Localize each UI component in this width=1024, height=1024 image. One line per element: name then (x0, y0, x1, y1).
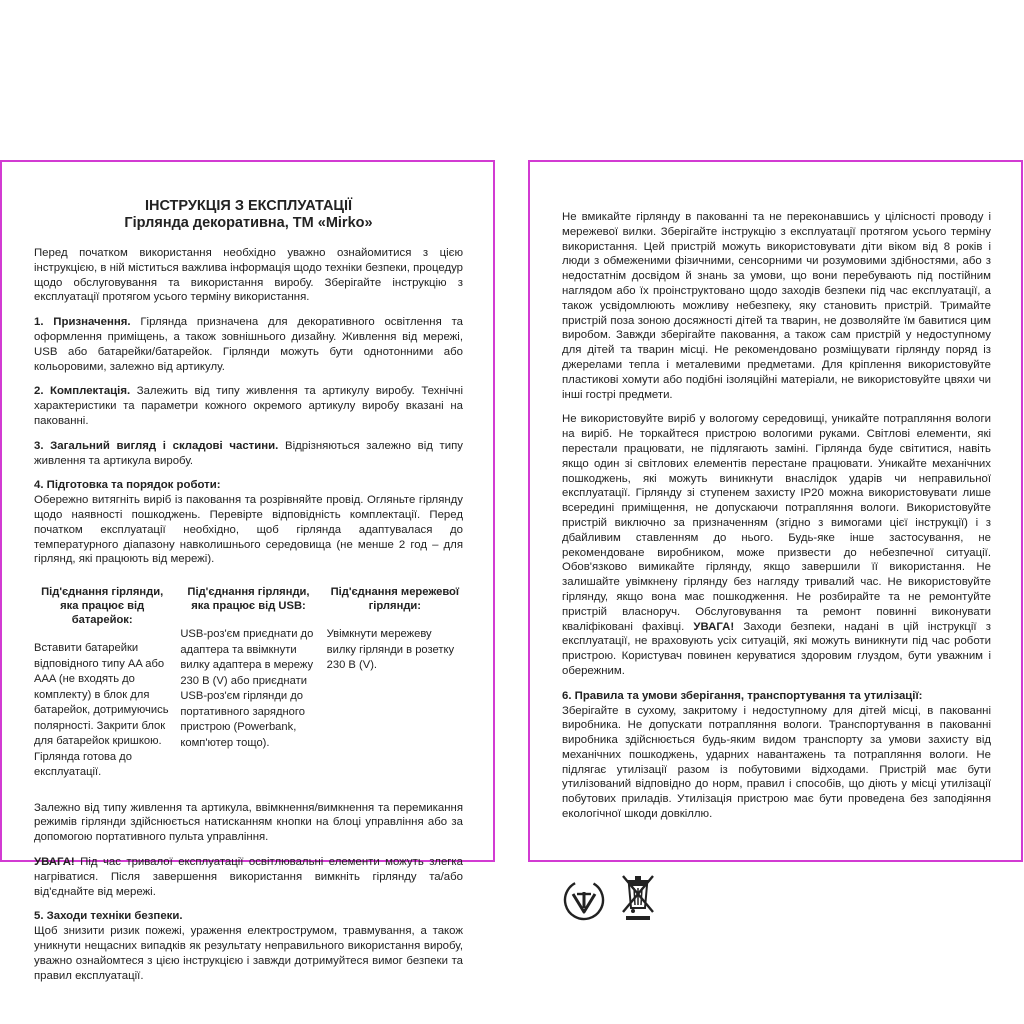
right-paragraph-2-text: Не використовуйте виріб у вологому середовищі, уникайте потрапляння вологи на виріб. Не торкайтеся пристрою вологими руками. Світлові елементи, які перестали працювати, не підлягають заміні. Гірлянда буде світитися, навіть якщо один зі світлових елементів перестане працювати. Уникайте механічних пошкоджень, які можуть виникнути внаслідок ударів чи неправильної експлуатації. Гірлянду зі ступенем захисту IP20 можна використовувати лише всередині приміщення, не допускаючи потрапляння вологи. Використовуйте пристрій виключно за призначенням (згідно з вимогами цієї інструкції) і з дбайливим ставленням до нього. Будь-яке інше застосування, не рекомендоване виробником, може призвести до небезпечної ситуації. Обов'язково вимикайте гірлянду, якщо завершили її використання. Не залишайте увімкнену гірлянду без нагляду тривалий час. Не використовуйте гірлянду, якщо вона має пошкодження. Не розбирайте та не ремонтуйте пристрій власноруч. Обслуговування та ремонт повинні виконувати кваліфіковані фахівці. (562, 413, 991, 633)
section-5-heading: 5. Заходи техніки безпеки. (34, 910, 183, 923)
modes-paragraph: Залежно від типу живлення та артикула, ввімкнення/вимкнення та перемикання режимів гірлянди здійснюється натисканням кнопки на блоці управління або за допомогою портативного пульта управління. (34, 801, 463, 844)
column-mains-heading: Під'єднання мережевої гірлянди: (330, 586, 460, 613)
section-6 (562, 689, 991, 822)
column-usb (180, 585, 316, 781)
section-1-text: Гірлянда призначена для декоративного освітлення та оформлення приміщень, а також зовнішнього дизайну. Живлення від мережі, USB або батарейки/батарейок. Гірлянди можуть бути однотонними або кольоровими, залежно від артикулу. (34, 316, 463, 373)
ukrsepro-conformity-icon (562, 878, 606, 922)
certification-icons (562, 872, 991, 922)
section-4-text: Обережно витягніть виріб із паковання та розрівняйте провід. Огляньте гірлянду щодо наявності пошкоджень. Перевірте відповідність комплектації. Перед початком експлуатації необхідно, щоб гірлянда адаптувалася до температурного діапазону навколишнього середовища (не менше 2 год – для гірлянд, які працюють від мережі). (34, 494, 463, 566)
section-6-text: Зберігайте в сухому, закритому і недоступному для дітей місці, в пакованні виробника. Не допускати потрапляння вологи. Транспортування в пакованні виробника здійснюється будь-яким видом транспорту за умови захисту від механічних пошкоджень, ударних навантажень та потрапляння вологи. Не підлягає утилізації разом із побутовими відходами. Пристрій має бути утилізований відповідно до норм, правил і способів, що діють у місці утилізації побутових приладів. Утилізація пристрою має бути проведена без заподіяння екологічної шкоди довкіллю. (562, 704, 991, 821)
intro-paragraph: Перед початком використання необхідно уважно ознайомитися з цією інструкцією, в ній міститься важлива інформація щодо техніки безпеки, процедур щодо обслуговування та використання виробу. Зберігайте інструкцію з експлуатації протягом усього терміну використання. (34, 247, 463, 304)
weee-crossed-bin-icon (618, 872, 658, 922)
column-mains (327, 585, 463, 781)
title-line-2: Гірлянда декоративна, ТМ «Mirko» (124, 215, 373, 231)
warning-label: УВАГА! (34, 856, 75, 869)
left-page-content (34, 194, 463, 993)
section-2-heading: 2. Комплектація. (34, 385, 131, 398)
column-battery-text: Вставити батарейки відповідного типу AA або AAA (не входять до комплекту) в блок для батарейок, дотримуючись полярності. Закрити блок для батарейок кришкою. Гірлянда готова до експлуатації. (34, 642, 169, 779)
column-battery (34, 585, 170, 781)
section-4-heading: 4. Підготовка та порядок роботи: (34, 479, 221, 492)
connection-columns (34, 585, 463, 781)
column-usb-text: USB-роз'єм приєднати до адаптера та ввімкнути вилку адаптера в мережу 230 В (V) або приєднати USB-роз'єм гірлянди до портативного зарядного пристрою (Powerbank, комп'ютер тощо). (180, 628, 314, 749)
section-3 (34, 439, 463, 469)
section-5 (34, 909, 463, 983)
right-warning-text: Заходи безпеки, надані в цій інструкції з експлуатації, не враховують усіх ситуацій, які можуть виникнути під час роботи пристрою. Користувач повинен керуватися здоровим глуздом, бути уважним і обережним. (562, 620, 991, 677)
section-2 (34, 384, 463, 428)
right-page (528, 160, 1023, 862)
title-line-1: ІНСТРУКЦІЯ З ЕКСПЛУАТАЦІЇ (144, 198, 353, 214)
right-paragraph-2 (562, 412, 991, 678)
section-1-heading: 1. Призначення. (34, 316, 131, 329)
section-3-heading: 3. Загальний вигляд і складові частини. (34, 439, 279, 452)
section-3-text: Відрізняються залежно від типу живлення та артикула виробу. (34, 439, 463, 467)
column-battery-heading: Під'єднання гірлянди, яка працює від батарейок: (41, 586, 164, 627)
section-4 (34, 478, 463, 567)
warning-paragraph (34, 855, 463, 899)
document-title (34, 198, 463, 232)
section-6-heading: 6. Правила та умови зберігання, транспортування та утилізації: (562, 689, 923, 702)
warning-text: Під час тривалої експлуатації освітлювальні елементи можуть злегка нагріватися. Після завершення використання вимкніть гірлянду та/або від'єднайте від мережі. (34, 856, 464, 898)
right-paragraph-1: Не вмикайте гірлянду в пакованні та не переконавшись у цілісності проводу і мережевої вилки. Зберігайте інструкцію з експлуатації протягом усього терміну використання. Цей пристрій можуть використовувати діти віком від 8 років і люди з обмеженими фізичними, сенсорними чи розумовими здібностями, або з недостатнім досвідом й знань за умови, що вони перебувають під постійним наглядом або їх проінструктовано щодо заходів безпеки під час експлуатації, а також усвідомлюють можливу небезпеку, яку становить пристрій. Тримайте пристрій поза зоною досяжності дітей та тварин, не дозволяйте їм бавитися цим виробом. Завжди зберігайте паковання, а також сам пристрій у недоступному для дітей та тварин місці. Не рекомендовано розміщувати гірлянду поряд із джерелами тепла і металевими предметами. Для кріплення використовуйте пластикові хомути або подібні ізоляційні матеріали, не використовуйте цвяхи чи інші гострі предмети. (562, 211, 991, 401)
right-warning-label: УВАГА! (693, 620, 735, 633)
right-page-content (562, 210, 991, 922)
column-usb-heading: Під'єднання гірлянди, яка працює від USB: (187, 586, 310, 613)
left-page (0, 160, 495, 982)
column-mains-text: Увімкнути мережеву вилку гірлянди в розетку 230 В (V). (326, 628, 455, 672)
section-2-text: Залежить від типу живлення та артикулу виробу. Технічні характеристики та параметри кожного окремого артикулу виробу вказані на пакованні. (34, 385, 464, 427)
section-1 (34, 315, 463, 374)
section-5-text: Щоб знизити ризик пожежі, ураження електрострумом, травмування, а також уникнути нещасних випадків як результату неправильного використання виробу, уважно ознайомтеся з цією інструкцією і завжди дотримуйтеся вимог безпеки та правил експлуатації. (34, 925, 463, 982)
